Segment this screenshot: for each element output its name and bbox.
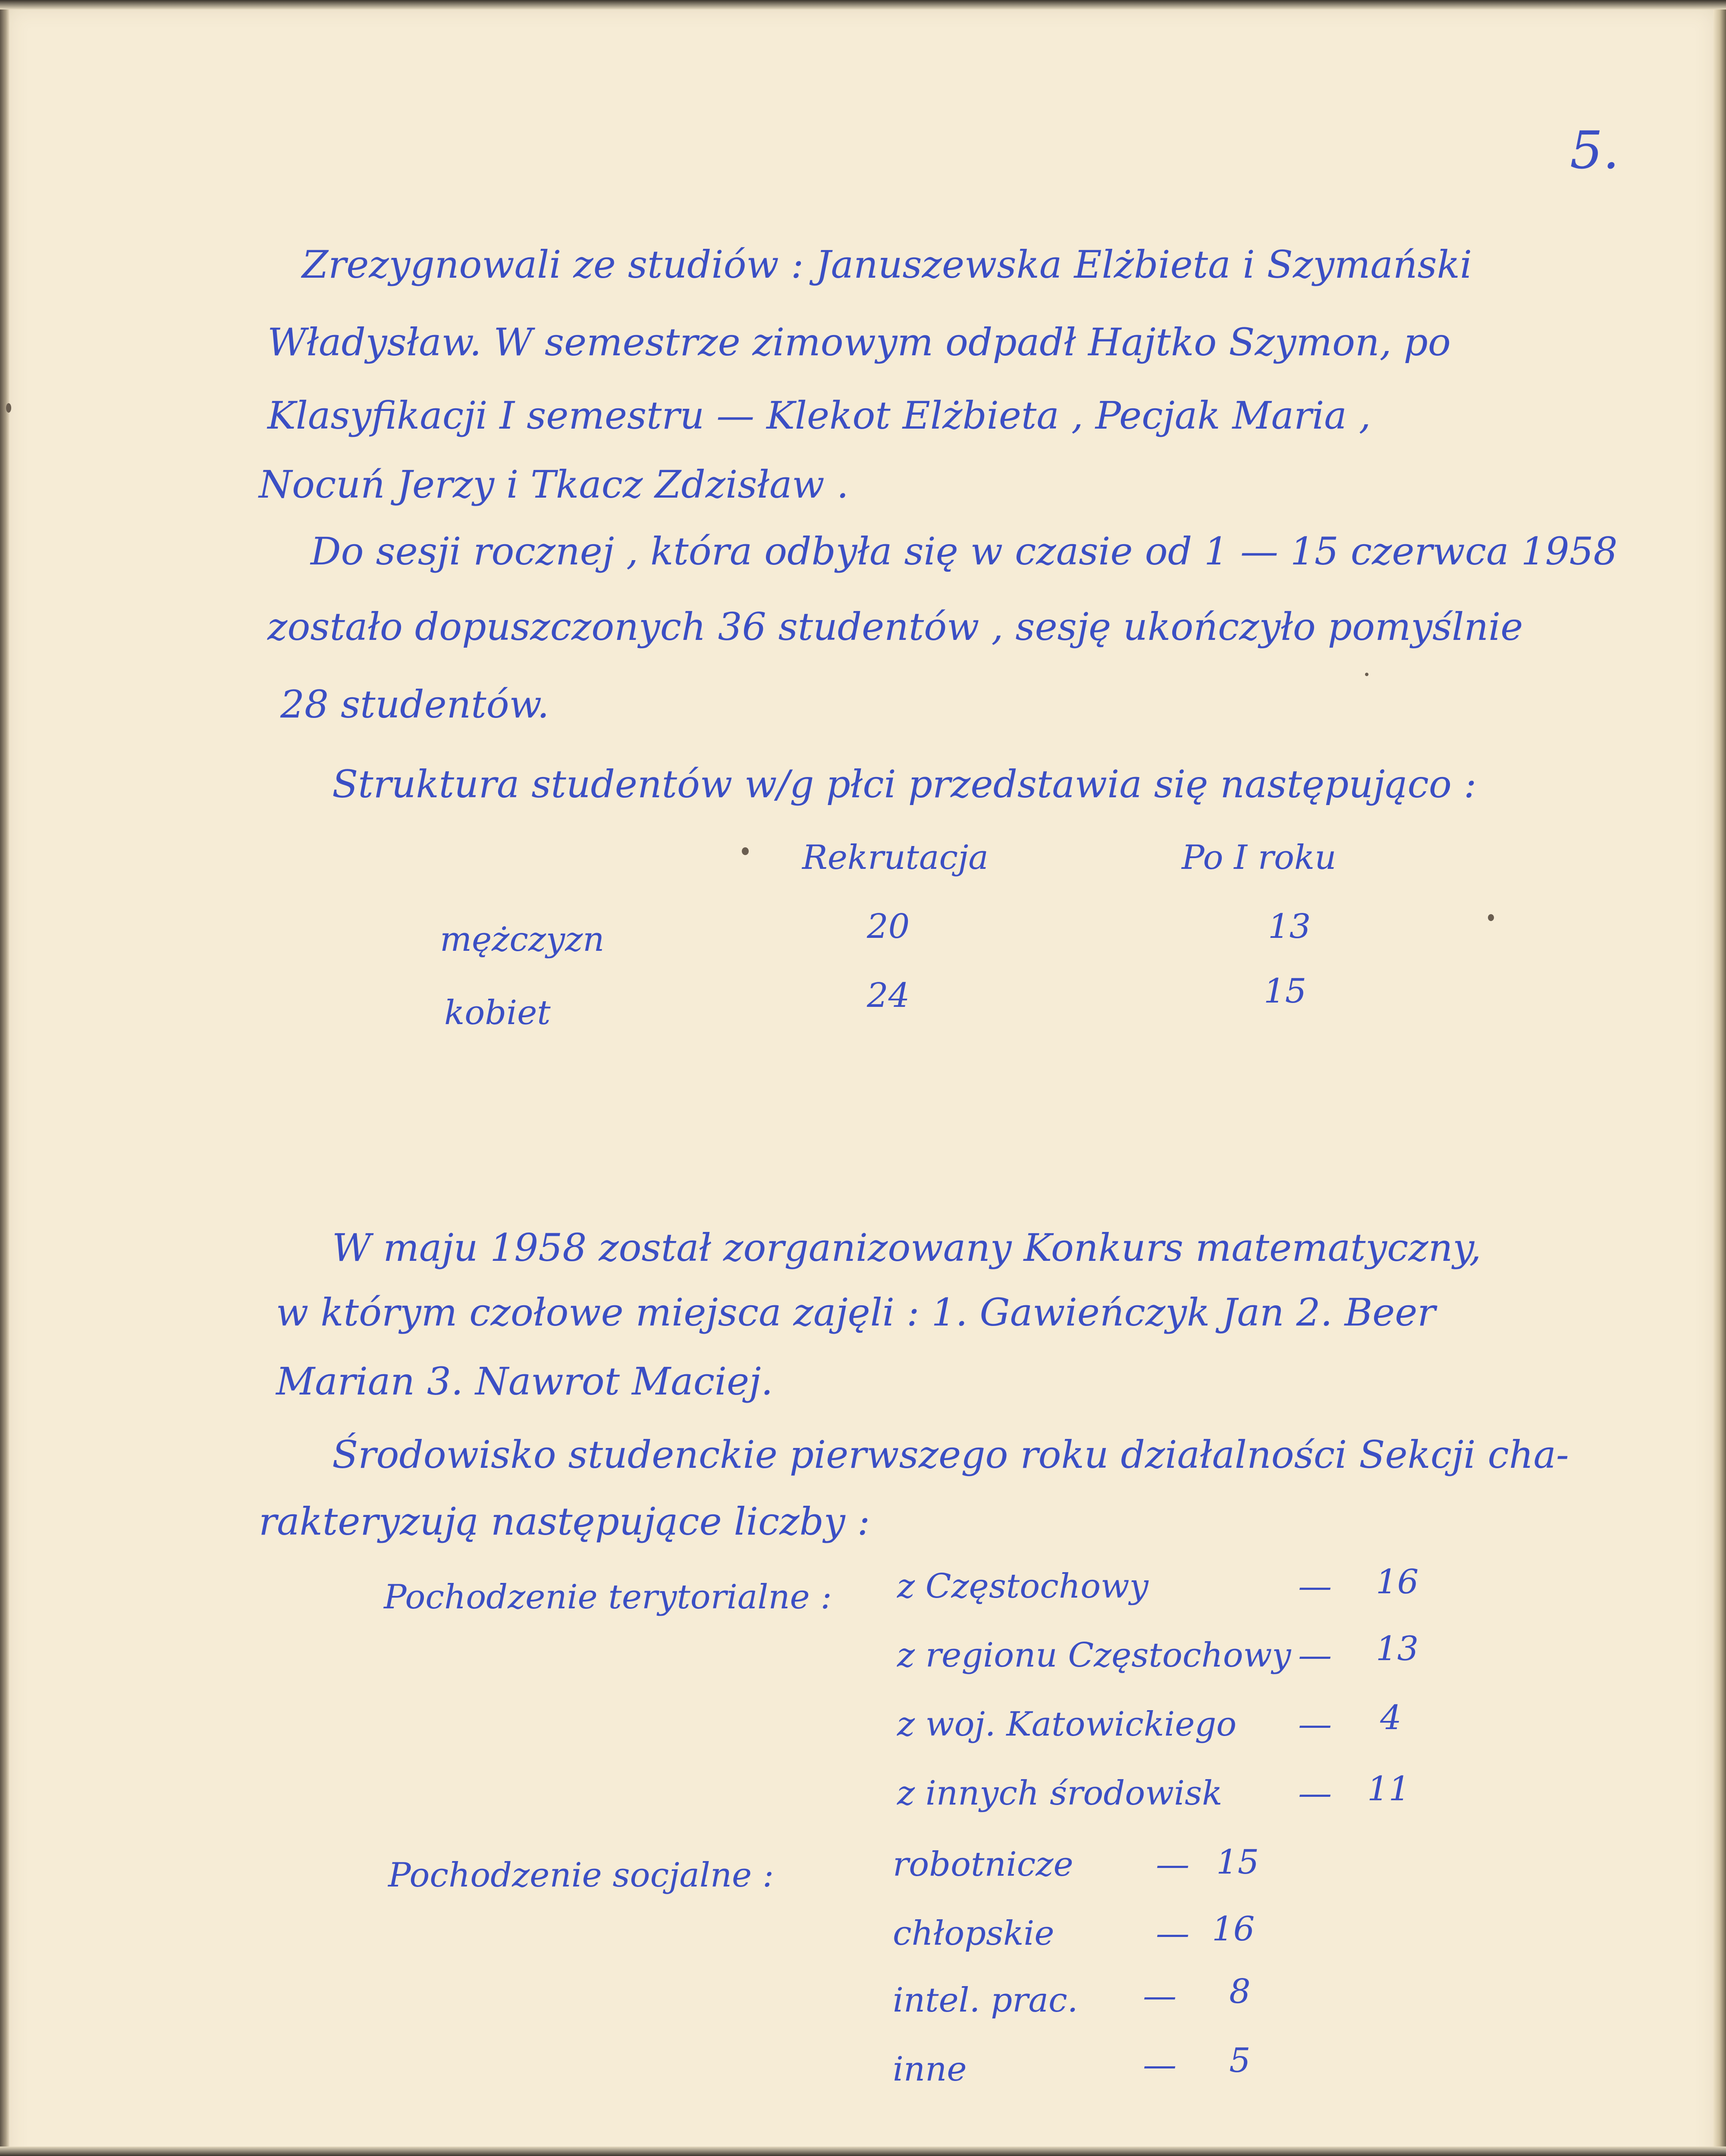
social-item-dash: — [1143, 1977, 1177, 2015]
paragraph-2-line-3: 28 studentów. [280, 682, 549, 727]
territorial-item-value: 13 [1376, 1630, 1419, 1668]
paragraph-5-line-1: Środowisko studenckie pierwszego roku działalności Sekcji cha- [332, 1432, 1569, 1477]
table-row-label-men: mężczyzn [440, 920, 605, 959]
paper-speck [1365, 673, 1368, 676]
social-item-label: inne [893, 2050, 967, 2089]
social-item-dash: — [1156, 1845, 1189, 1884]
social-heading: Pochodzenie socjalne : [388, 1856, 774, 1895]
table-cell-men-recruitment: 20 [867, 907, 910, 946]
page-edge-left [0, 0, 9, 2156]
territorial-item-label: z woj. Katowickiego [897, 1705, 1237, 1744]
territorial-item-label: z Częstochowy [897, 1567, 1149, 1606]
paragraph-1-line-1: Zrezygnowali ze studiów : Januszewska Elżbieta i Szymański [302, 242, 1472, 287]
territorial-item-value: 16 [1376, 1563, 1419, 1601]
paragraph-3: Struktura studentów w/g płci przedstawia się następująco : [332, 762, 1477, 806]
paragraph-1-line-2: Władysław. W semestrze zimowym odpadł Hajtko Szymon, po [267, 320, 1451, 364]
table-cell-women-after-first-year: 15 [1264, 972, 1307, 1011]
social-item-dash: — [1156, 1914, 1189, 1953]
paragraph-4-line-2: w którym czołowe miejsca zajęli : 1. Gawieńczyk Jan 2. Beer [276, 1290, 1436, 1335]
social-item-value: 15 [1216, 1843, 1259, 1882]
territorial-item-dash: — [1298, 1636, 1332, 1675]
social-item-dash: — [1143, 2046, 1177, 2084]
paragraph-4-line-1: W maju 1958 został zorganizowany Konkurs matematyczny, [332, 1225, 1481, 1270]
social-item-value: 8 [1229, 1972, 1251, 2011]
paragraph-1-line-4: Nocuń Jerzy i Tkacz Zdzisław . [259, 462, 849, 507]
page-edge-top [0, 0, 1726, 9]
page-edge-right [1713, 0, 1726, 2156]
table-cell-women-recruitment: 24 [867, 976, 910, 1015]
paper-speck [1488, 914, 1494, 921]
paragraph-2-line-2: zostało dopuszczonych 36 studentów , sesję ukończyło pomyślnie [267, 605, 1523, 649]
table-row-label-women: kobiet [444, 993, 551, 1032]
territorial-heading: Pochodzenie terytorialne : [384, 1578, 832, 1617]
table-cell-men-after-first-year: 13 [1268, 907, 1311, 946]
social-item-value: 16 [1212, 1910, 1255, 1949]
paragraph-4-line-3: Marian 3. Nawrot Maciej. [276, 1359, 773, 1404]
paragraph-2-line-1: Do sesji rocznej , która odbyła się w czasie od 1 — 15 czerwca 1958 [311, 529, 1618, 573]
table-column-after-first-year: Po I roku [1182, 838, 1337, 877]
territorial-item-value: 11 [1367, 1770, 1410, 1808]
paragraph-1-line-3: Klasyfikacji I semestru — Klekot Elżbieta , Pecjak Maria , [267, 393, 1371, 438]
territorial-item-label: z regionu Częstochowy [897, 1636, 1291, 1675]
territorial-item-dash: — [1298, 1774, 1332, 1813]
table-column-recruitment: Rekrutacja [802, 838, 989, 877]
territorial-item-dash: — [1298, 1567, 1332, 1606]
territorial-item-label: z innych środowisk [897, 1774, 1223, 1813]
social-item-label: robotnicze [893, 1845, 1073, 1884]
paper-speck [742, 847, 749, 855]
social-item-label: chłopskie [893, 1914, 1054, 1953]
binding-mark [6, 403, 11, 413]
paragraph-5-line-2: rakteryzują następujące liczby : [259, 1499, 870, 1544]
page-number: 5. [1570, 121, 1619, 181]
page-edge-bottom [0, 2147, 1726, 2156]
territorial-item-value: 4 [1380, 1698, 1402, 1737]
social-item-label: intel. prac. [893, 1981, 1078, 2020]
social-item-value: 5 [1229, 2041, 1251, 2080]
territorial-item-dash: — [1298, 1705, 1332, 1744]
